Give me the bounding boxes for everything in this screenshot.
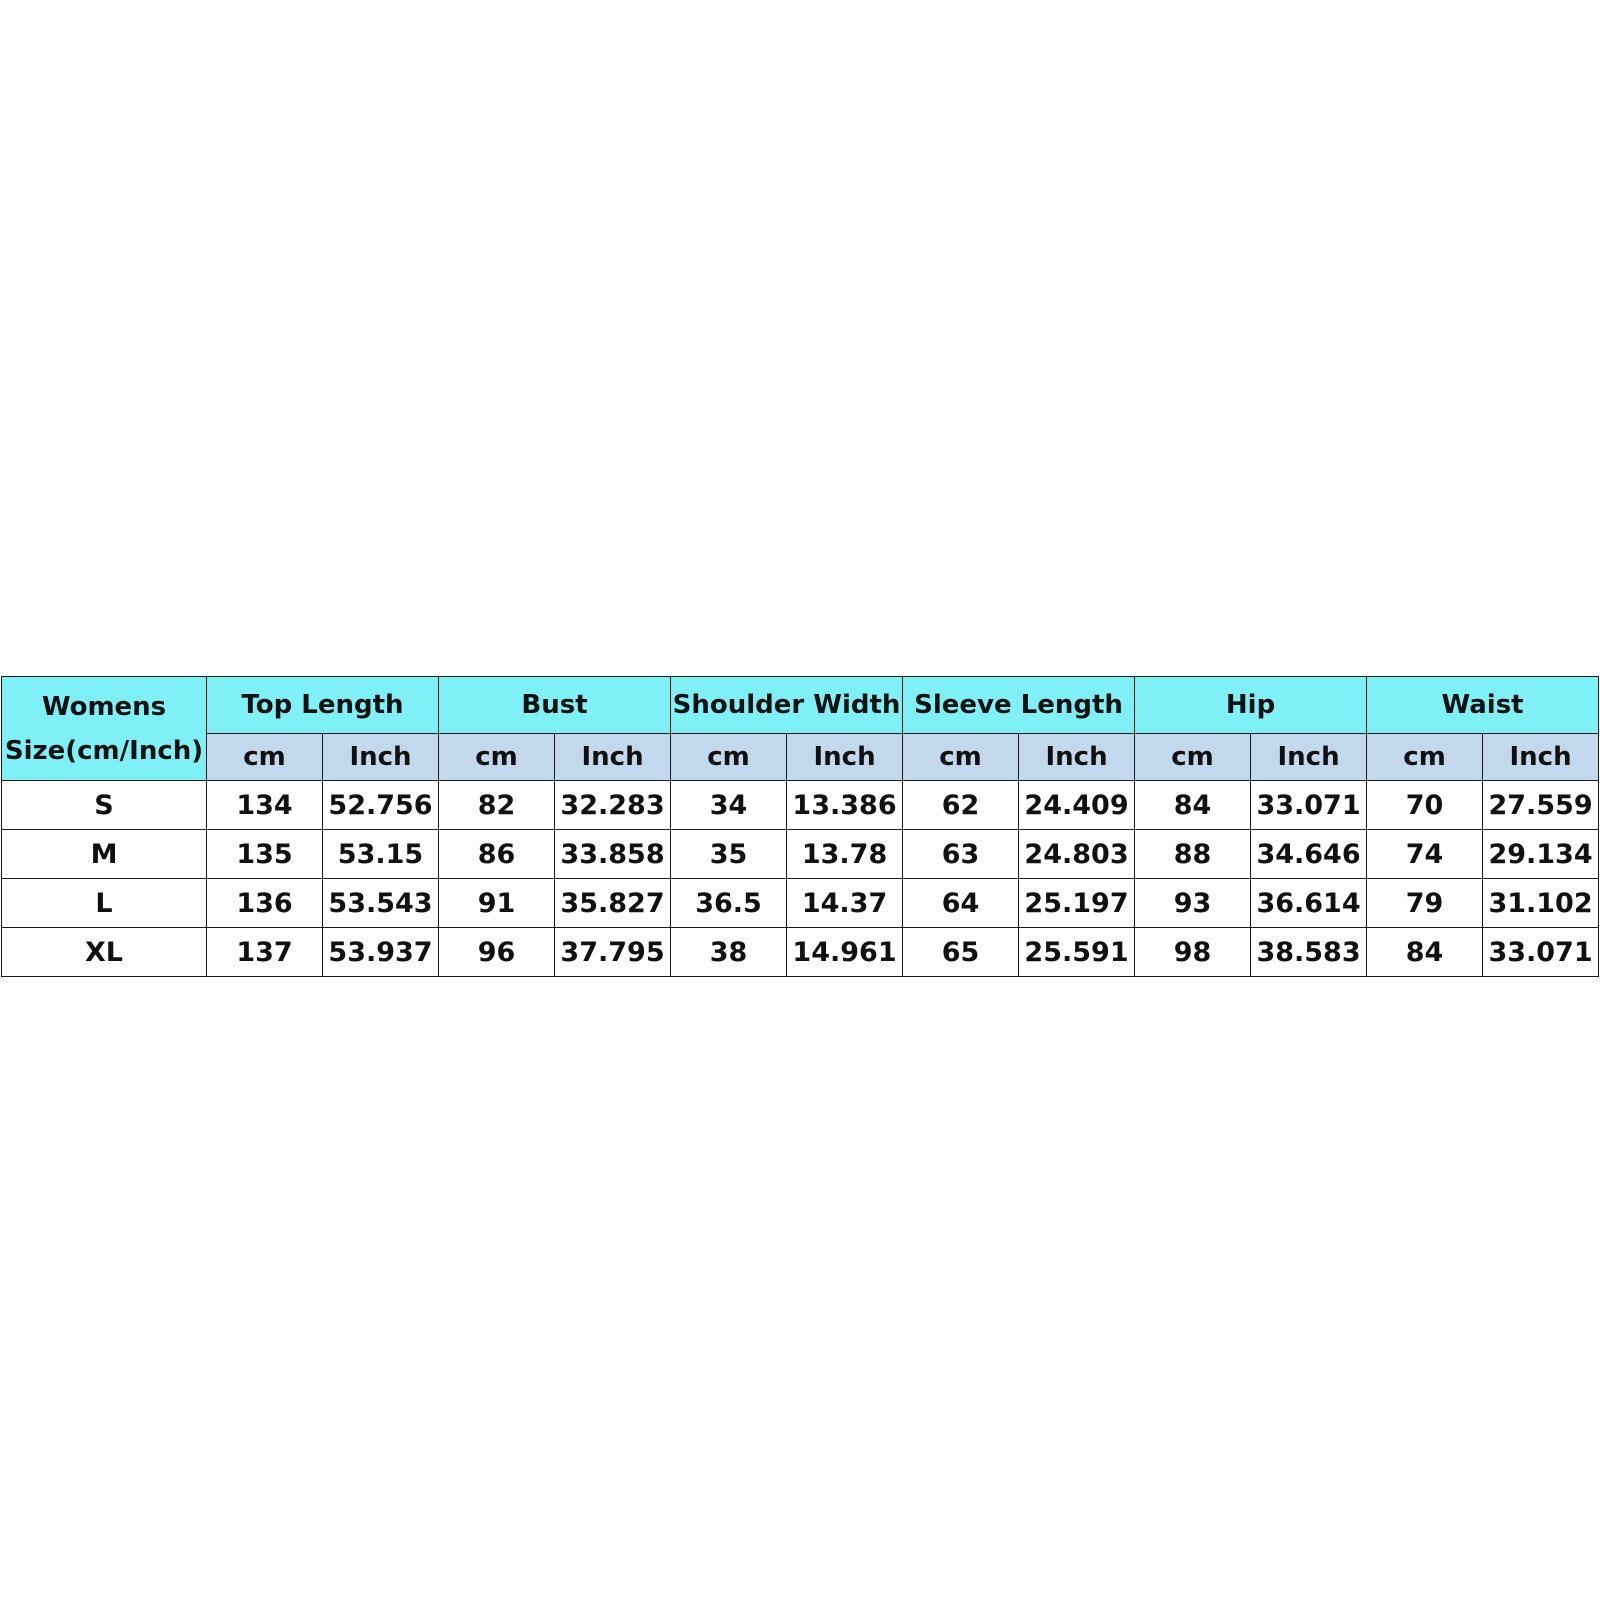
table-row bbox=[2, 928, 1599, 977]
group-header-bust: Bust bbox=[439, 677, 671, 734]
table-cell: 13.386 bbox=[787, 781, 903, 830]
table-cell: 38.583 bbox=[1251, 928, 1367, 977]
group-header-hip: Hip bbox=[1135, 677, 1367, 734]
table-cell: 35 bbox=[671, 830, 787, 879]
table-cell: 24.409 bbox=[1019, 781, 1135, 830]
table-cell: 14.37 bbox=[787, 879, 903, 928]
table-cell: 38 bbox=[671, 928, 787, 977]
table-cell: 36.614 bbox=[1251, 879, 1367, 928]
table-cell: 52.756 bbox=[323, 781, 439, 830]
size-column-header bbox=[2, 677, 207, 781]
group-header-sleeve-length: Sleeve Length bbox=[903, 677, 1135, 734]
table-cell: 62 bbox=[903, 781, 1019, 830]
table-cell: 136 bbox=[207, 879, 323, 928]
table-cell: 33.858 bbox=[555, 830, 671, 879]
size-cell: S bbox=[2, 781, 207, 830]
group-header-waist: Waist bbox=[1367, 677, 1599, 734]
table-cell: 33.071 bbox=[1251, 781, 1367, 830]
table-cell: 134 bbox=[207, 781, 323, 830]
size-cell: XL bbox=[2, 928, 207, 977]
table-cell: 88 bbox=[1135, 830, 1251, 879]
table-cell: 13.78 bbox=[787, 830, 903, 879]
table-cell: 53.15 bbox=[323, 830, 439, 879]
table-cell: 98 bbox=[1135, 928, 1251, 977]
table-cell: 135 bbox=[207, 830, 323, 879]
table-cell: 53.937 bbox=[323, 928, 439, 977]
table-cell: 53.543 bbox=[323, 879, 439, 928]
group-header-top-length: Top Length bbox=[207, 677, 439, 734]
group-header-shoulder-width: Shoulder Width bbox=[671, 677, 903, 734]
unit-header: Inch bbox=[323, 734, 439, 781]
table-cell: 34.646 bbox=[1251, 830, 1367, 879]
table-cell: 91 bbox=[439, 879, 555, 928]
header-row-groups bbox=[2, 677, 1599, 734]
table-cell: 137 bbox=[207, 928, 323, 977]
size-header-line1: Womens bbox=[41, 691, 167, 722]
size-cell: L bbox=[2, 879, 207, 928]
table-cell: 33.071 bbox=[1483, 928, 1599, 977]
table-cell: 27.559 bbox=[1483, 781, 1599, 830]
table-row bbox=[2, 879, 1599, 928]
table-cell: 96 bbox=[439, 928, 555, 977]
table-cell: 79 bbox=[1367, 879, 1483, 928]
table-row bbox=[2, 781, 1599, 830]
size-cell: M bbox=[2, 830, 207, 879]
table-cell: 34 bbox=[671, 781, 787, 830]
table-cell: 82 bbox=[439, 781, 555, 830]
table-cell: 84 bbox=[1135, 781, 1251, 830]
table-cell: 70 bbox=[1367, 781, 1483, 830]
table-cell: 86 bbox=[439, 830, 555, 879]
unit-header: cm bbox=[439, 734, 555, 781]
header-row-units bbox=[2, 734, 1599, 781]
unit-header: cm bbox=[671, 734, 787, 781]
table-cell: 63 bbox=[903, 830, 1019, 879]
table-cell: 25.591 bbox=[1019, 928, 1135, 977]
size-chart-table bbox=[1, 676, 1599, 977]
table-cell: 84 bbox=[1367, 928, 1483, 977]
unit-header: cm bbox=[903, 734, 1019, 781]
unit-header: Inch bbox=[1019, 734, 1135, 781]
table-cell: 65 bbox=[903, 928, 1019, 977]
unit-header: Inch bbox=[787, 734, 903, 781]
size-header-line2: Size(cm/Inch) bbox=[4, 735, 204, 766]
table-cell: 36.5 bbox=[671, 879, 787, 928]
unit-header: cm bbox=[207, 734, 323, 781]
table-row bbox=[2, 830, 1599, 879]
table-cell: 14.961 bbox=[787, 928, 903, 977]
table-cell: 93 bbox=[1135, 879, 1251, 928]
unit-header: cm bbox=[1135, 734, 1251, 781]
table-cell: 64 bbox=[903, 879, 1019, 928]
unit-header: Inch bbox=[1251, 734, 1367, 781]
table-cell: 29.134 bbox=[1483, 830, 1599, 879]
table-cell: 32.283 bbox=[555, 781, 671, 830]
unit-header: cm bbox=[1367, 734, 1483, 781]
table-cell: 31.102 bbox=[1483, 879, 1599, 928]
table-cell: 35.827 bbox=[555, 879, 671, 928]
unit-header: Inch bbox=[1483, 734, 1599, 781]
table-cell: 37.795 bbox=[555, 928, 671, 977]
table-cell: 24.803 bbox=[1019, 830, 1135, 879]
table-cell: 25.197 bbox=[1019, 879, 1135, 928]
unit-header: Inch bbox=[555, 734, 671, 781]
table-cell: 74 bbox=[1367, 830, 1483, 879]
